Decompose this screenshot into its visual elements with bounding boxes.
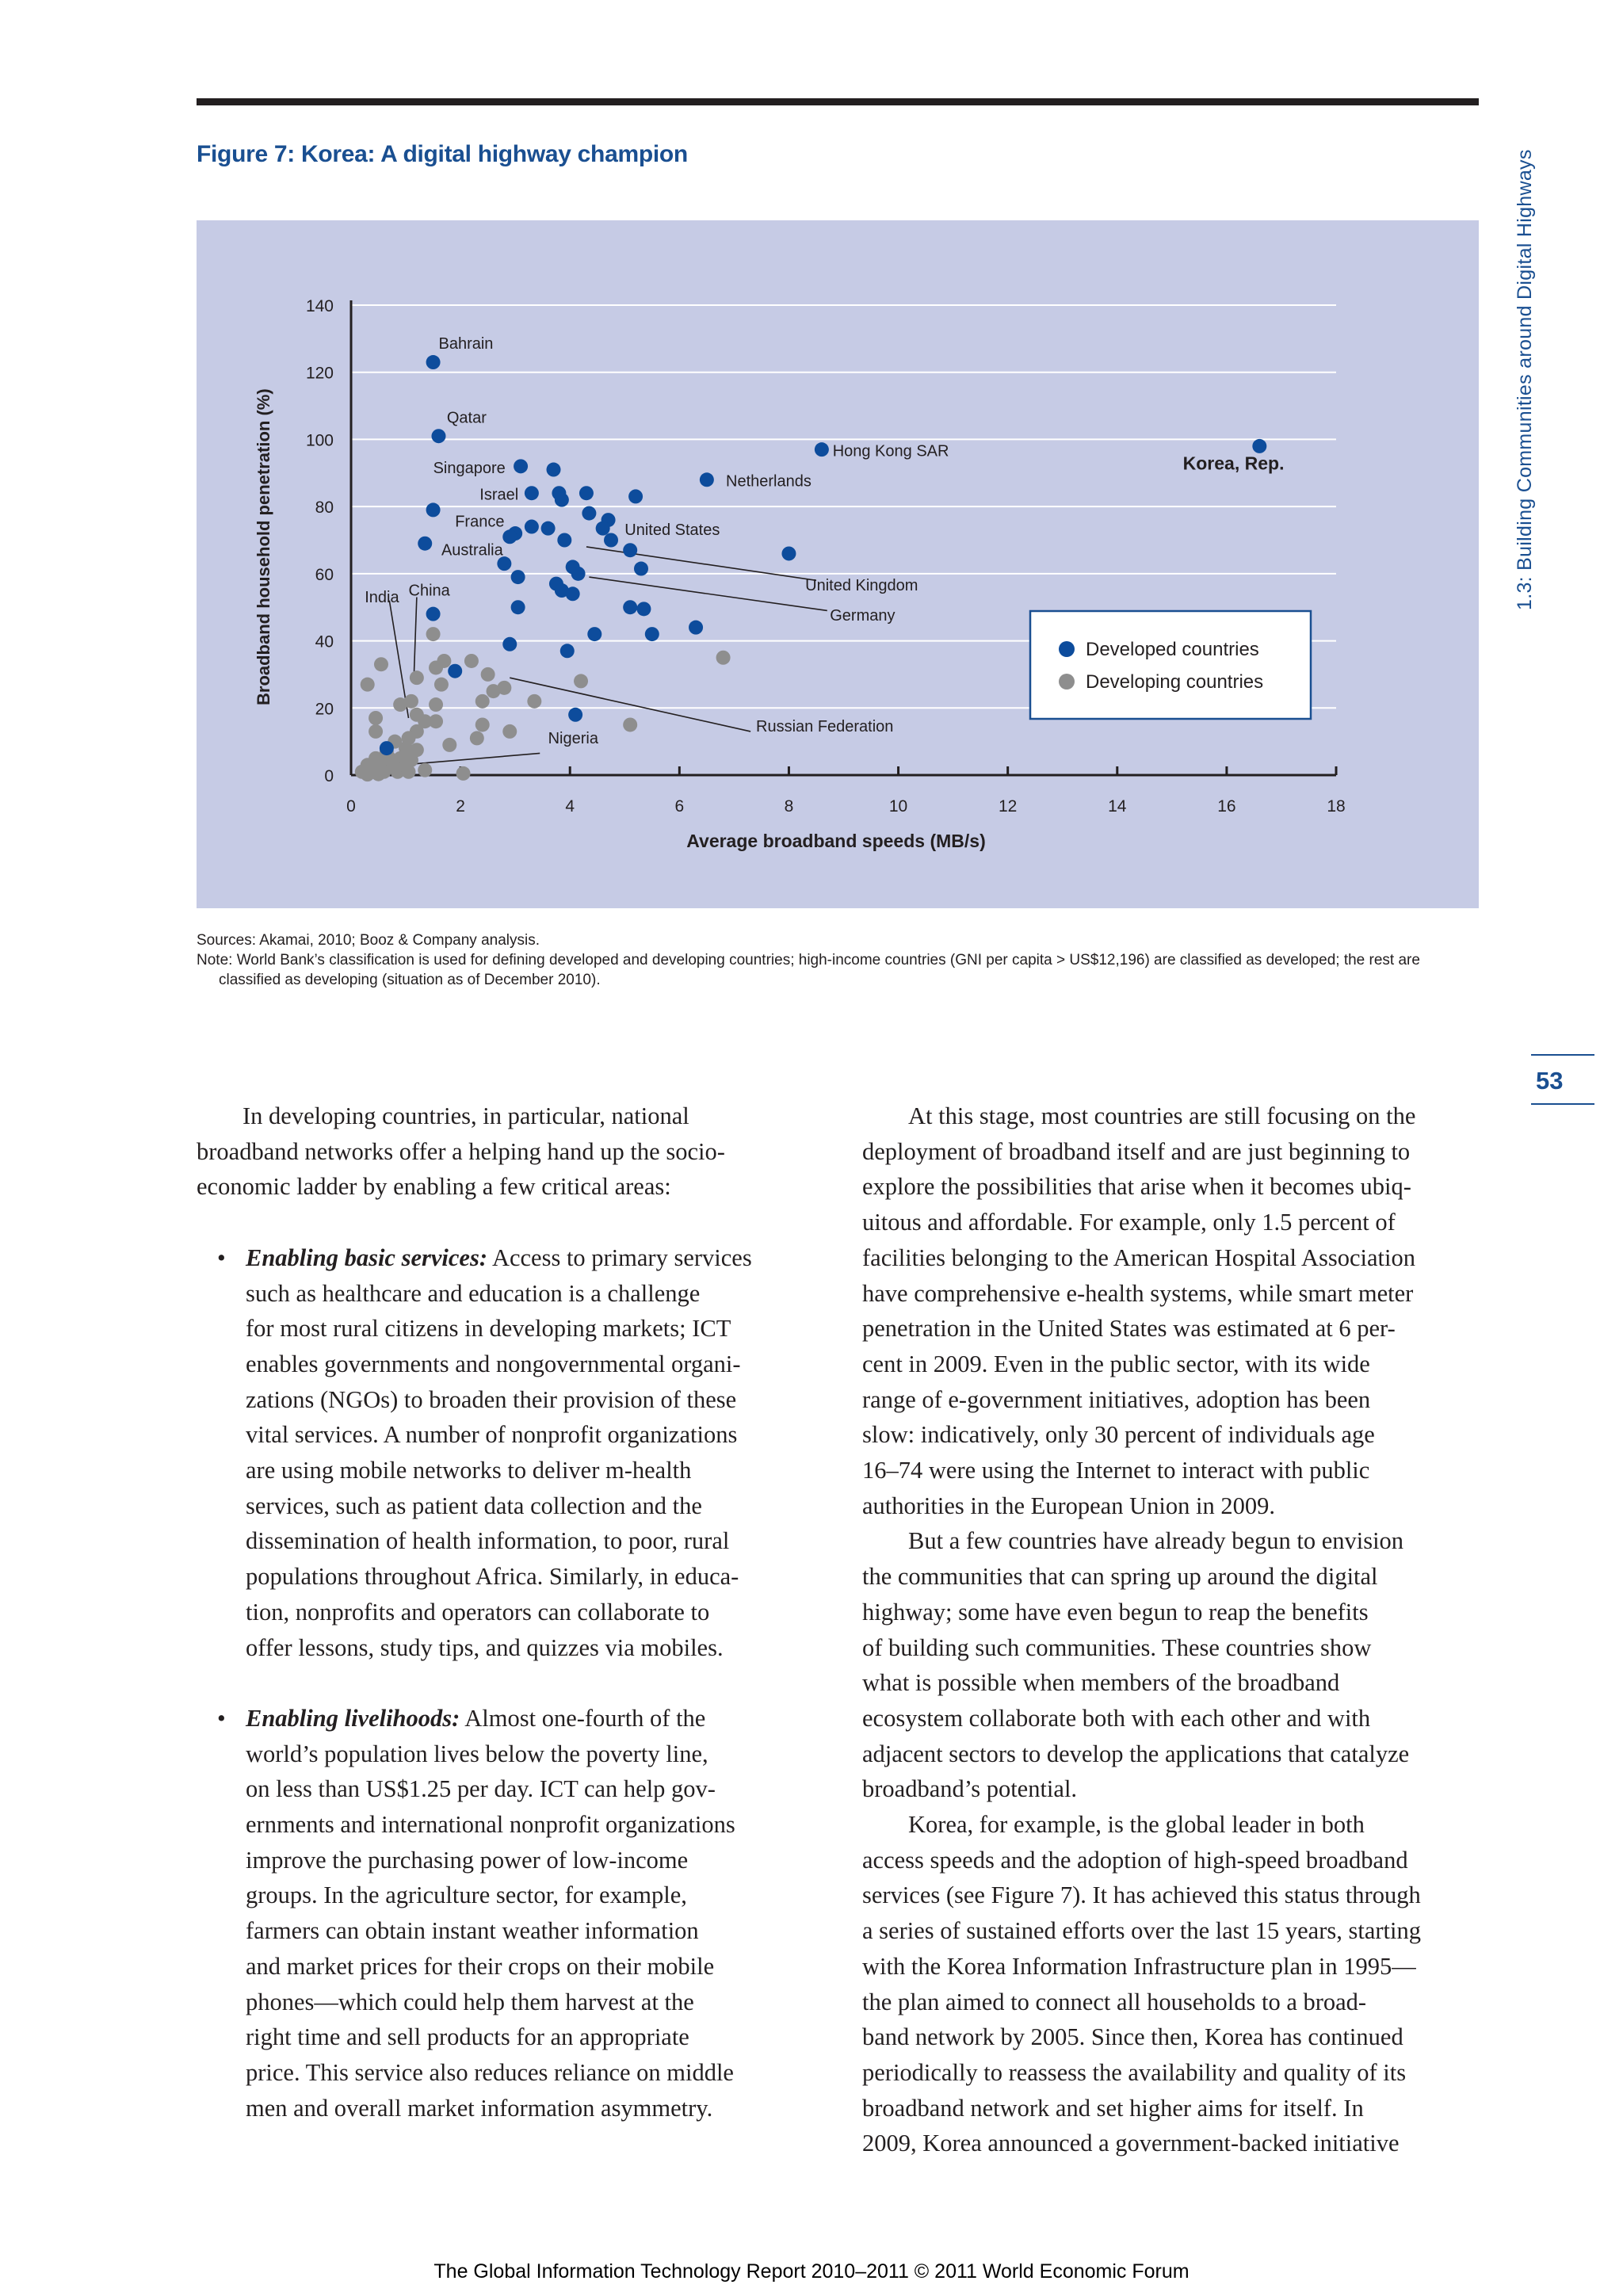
developed-country-point bbox=[557, 533, 571, 548]
developed-country-point bbox=[525, 486, 539, 500]
developed-country-point bbox=[560, 644, 575, 658]
paragraph-korea bbox=[862, 1807, 1480, 2161]
developing-country-point bbox=[497, 681, 511, 695]
developing-country-point bbox=[502, 724, 517, 739]
x-tick-label: 10 bbox=[888, 797, 908, 816]
developed-country-point bbox=[1252, 439, 1266, 453]
text-line: ecosystem collaborate both with each other and with bbox=[862, 1704, 1371, 1732]
y-tick-label: 140 bbox=[305, 297, 334, 315]
developed-country-point bbox=[514, 459, 528, 473]
page-number-rule-bottom bbox=[1531, 1103, 1594, 1105]
developed-country-point bbox=[582, 506, 596, 521]
right-text-column bbox=[862, 1098, 1480, 2161]
paragraph-adoption bbox=[862, 1098, 1480, 1523]
developing-country-point bbox=[361, 678, 375, 692]
page-number-rule-top bbox=[1531, 1054, 1594, 1056]
text-line: with the Korea Information Infrastructure plan in 1995— bbox=[862, 1952, 1416, 1980]
bullet-lead: Enabling basic services: bbox=[246, 1244, 487, 1271]
legend-developed-marker bbox=[1059, 641, 1075, 657]
developed-country-point bbox=[380, 741, 394, 755]
y-tick-label: 100 bbox=[305, 431, 334, 450]
text-line: But a few countries have already begun to envision bbox=[908, 1527, 1404, 1555]
text-line: farmers can obtain instant weather information bbox=[246, 1917, 699, 1945]
text-line: facilities belonging to the American Hospital Association bbox=[862, 1244, 1415, 1271]
section-running-title: 1.3: Building Communities around Digital Highways bbox=[1514, 149, 1536, 610]
bullet-enabling-basic-services bbox=[197, 1240, 807, 1665]
country-label: China bbox=[408, 582, 450, 600]
x-tick-label: 16 bbox=[1217, 797, 1236, 816]
x-tick-label: 2 bbox=[456, 797, 465, 816]
text-line: economic ladder by enabling a few critical areas: bbox=[197, 1173, 671, 1201]
y-tick-label: 120 bbox=[305, 364, 334, 383]
developed-country-point bbox=[525, 520, 539, 534]
text-line: ernments and international nonprofit organizations bbox=[246, 1811, 735, 1839]
text-line: a series of sustained efforts over the last 15 years, starting bbox=[862, 1917, 1421, 1945]
text-line: At this stage, most countries are still focusing on the bbox=[908, 1102, 1416, 1129]
page-footer: The Global Information Technology Report 2010–2011 © 2011 World Economic Forum bbox=[433, 2260, 1190, 2283]
scatter-chart bbox=[197, 220, 1479, 908]
text-line: populations throughout Africa. Similarly, in educa- bbox=[246, 1563, 739, 1591]
legend-developing-marker bbox=[1059, 674, 1075, 690]
developed-country-point bbox=[628, 489, 643, 503]
text-line: explore the possibilities that arise when it becomes ubiq- bbox=[862, 1173, 1411, 1201]
developing-country-point bbox=[369, 711, 383, 725]
text-line: such as healthcare and education is a challenge bbox=[246, 1279, 701, 1307]
top-rule bbox=[197, 98, 1479, 105]
legend-box bbox=[1030, 611, 1311, 719]
developing-country-point bbox=[470, 731, 484, 745]
page-number: 53 bbox=[1536, 1067, 1564, 1095]
chart-legend bbox=[1030, 611, 1311, 719]
x-tick-label: 4 bbox=[565, 797, 575, 816]
developed-country-point bbox=[571, 567, 586, 581]
developing-country-point bbox=[418, 763, 432, 777]
text-line: and market prices for their crops on their mobile bbox=[246, 1952, 715, 1980]
developing-country-point bbox=[434, 678, 449, 692]
legend-developed-label: Developed countries bbox=[1086, 639, 1259, 660]
text-line: on less than US$1.25 per day. ICT can help gov- bbox=[246, 1775, 716, 1803]
developed-country-point bbox=[623, 543, 637, 557]
text-line: vital services. A number of nonprofit organizations bbox=[246, 1421, 738, 1449]
developing-country-point bbox=[481, 667, 495, 682]
developing-country-point bbox=[623, 717, 637, 732]
developing-country-point bbox=[429, 714, 443, 728]
developed-country-point bbox=[566, 586, 580, 601]
text-line: are using mobile networks to deliver m-health bbox=[246, 1457, 692, 1484]
country-label: United Kingdom bbox=[805, 577, 918, 595]
country-label: India bbox=[365, 588, 399, 606]
developed-country-point bbox=[689, 621, 703, 635]
developed-country-point bbox=[568, 708, 582, 722]
developed-country-point bbox=[579, 486, 594, 500]
developed-country-point bbox=[604, 533, 618, 548]
developed-country-point bbox=[502, 529, 517, 544]
text-line: broadband networks offer a helping hand up the socio- bbox=[197, 1137, 725, 1165]
text-line: zations (NGOs) to broaden their provision of these bbox=[246, 1385, 737, 1413]
country-label: Hong Kong SAR bbox=[832, 442, 949, 460]
developing-country-point bbox=[442, 738, 456, 752]
text-line: deployment of broadband itself and are just beginning to bbox=[862, 1137, 1411, 1165]
text-line: right time and sell products for an appropriate bbox=[246, 2023, 689, 2051]
text-line: services, such as patient data collection and the bbox=[246, 1492, 702, 1519]
figure-sources bbox=[197, 930, 1480, 990]
y-tick-label: 40 bbox=[315, 632, 334, 651]
y-tick-label: 80 bbox=[315, 499, 334, 518]
note-line: Note: World Bank’s classification is used for defining developed and developing countries; high-income countries (GNI per capita > US$12,196) are classified as developed; the rest are classified as developing (situation as of December 2010). bbox=[197, 952, 1420, 988]
y-tick-label: 20 bbox=[315, 700, 334, 719]
bullet-line: Enabling livelihoods: Almost one-fourth of the bbox=[246, 1704, 706, 1732]
text-line: cent in 2009. Even in the public sector, with its wide bbox=[862, 1350, 1370, 1377]
bullet-line: Enabling basic services: Access to primary services bbox=[246, 1244, 752, 1271]
text-line: access speeds and the adoption of high-speed broadband bbox=[862, 1846, 1408, 1874]
text-line: men and overall market information asymmetry. bbox=[246, 2094, 713, 2122]
country-label: Netherlands bbox=[726, 472, 812, 491]
text-line: band network by 2005. Since then, Korea has continued bbox=[862, 2023, 1403, 2051]
text-line: offer lessons, study tips, and quizzes via mobiles. bbox=[246, 1633, 724, 1661]
developed-country-point bbox=[541, 521, 556, 536]
text-line: the plan aimed to connect all households to a broad- bbox=[862, 1988, 1367, 2015]
x-tick-label: 18 bbox=[1327, 797, 1346, 816]
country-label: Russian Federation bbox=[756, 717, 894, 735]
text-line: range of e-government initiatives, adoption has been bbox=[862, 1385, 1371, 1413]
developed-country-point bbox=[431, 429, 445, 443]
country-label: Qatar bbox=[446, 409, 487, 427]
developed-country-point bbox=[511, 570, 525, 584]
text-line: adjacent sectors to develop the applications that catalyze bbox=[862, 1740, 1410, 1767]
developed-country-point bbox=[623, 600, 637, 614]
text-line: phones—which could help them harvest at the bbox=[246, 1988, 694, 2015]
text-line: tion, nonprofits and operators can collaborate to bbox=[246, 1598, 710, 1626]
x-tick-label: 6 bbox=[674, 797, 685, 816]
text-line: groups. In the agriculture sector, for example, bbox=[246, 1881, 687, 1909]
developing-country-point bbox=[426, 627, 441, 641]
text-line: broadband network and set higher aims for itself. In bbox=[862, 2094, 1364, 2122]
developing-country-point bbox=[410, 670, 424, 685]
country-label: Australia bbox=[441, 541, 503, 560]
developing-country-point bbox=[475, 717, 490, 732]
bullet-dot: • bbox=[217, 1704, 226, 1732]
text-line: the communities that can spring up around the digital bbox=[862, 1563, 1378, 1591]
developing-country-point bbox=[456, 766, 471, 781]
y-axis-title: Broadband household penetration (%) bbox=[254, 388, 273, 705]
sources-line: Sources: Akamai, 2010; Booz & Company analysis. bbox=[197, 932, 540, 949]
developing-country-point bbox=[429, 660, 443, 674]
country-label: Israel bbox=[479, 486, 519, 504]
text-line: of building such communities. These countries show bbox=[862, 1633, 1372, 1661]
developed-country-point bbox=[636, 602, 651, 616]
text-line: slow: indicatively, only 30 percent of individuals age bbox=[862, 1421, 1375, 1449]
developing-country-point bbox=[429, 697, 443, 712]
developed-country-point bbox=[547, 463, 561, 477]
developing-country-point bbox=[574, 674, 588, 688]
developed-country-point bbox=[700, 472, 714, 487]
intro-paragraph bbox=[197, 1098, 807, 1205]
x-tick-label: 12 bbox=[998, 797, 1018, 816]
text-line: for most rural citizens in developing markets; ICT bbox=[246, 1315, 731, 1343]
bullet-enabling-livelihoods bbox=[197, 1701, 807, 2126]
country-label: Germany bbox=[830, 607, 896, 625]
bullet-dot: • bbox=[217, 1244, 226, 1271]
chart-background bbox=[197, 220, 1479, 908]
developed-country-point bbox=[555, 493, 569, 507]
text-line: authorities in the European Union in 2009. bbox=[862, 1492, 1275, 1519]
developed-country-point bbox=[645, 627, 659, 641]
developed-country-point bbox=[418, 537, 432, 551]
developing-country-point bbox=[475, 694, 490, 709]
developed-country-point bbox=[426, 607, 441, 621]
developed-country-point bbox=[815, 442, 829, 457]
x-tick-label: 8 bbox=[784, 797, 794, 816]
developed-country-point bbox=[511, 600, 525, 614]
country-label: United States bbox=[624, 521, 720, 540]
developing-country-point bbox=[372, 767, 386, 781]
figure-title: Figure 7: Korea: A digital highway champion bbox=[197, 141, 688, 167]
y-tick-label: 60 bbox=[315, 565, 334, 584]
developed-country-point bbox=[781, 546, 796, 560]
country-label: Korea, Rep. bbox=[1182, 453, 1285, 474]
x-axis-title: Average broadband speeds (MB/s) bbox=[686, 831, 986, 851]
developed-country-point bbox=[426, 502, 441, 517]
text-line: In developing countries, in particular, national bbox=[242, 1102, 689, 1129]
country-label: Bahrain bbox=[438, 335, 494, 353]
developed-country-point bbox=[587, 627, 601, 641]
figure-7-chart bbox=[197, 220, 1479, 908]
developing-country-point bbox=[464, 654, 479, 668]
x-tick-label: 14 bbox=[1108, 797, 1127, 816]
country-label: Singapore bbox=[433, 459, 506, 477]
text-line: penetration in the United States was estimated at 6 per- bbox=[862, 1315, 1396, 1343]
y-tick-label: 0 bbox=[324, 767, 334, 785]
text-line: price. This service also reduces reliance on middle bbox=[246, 2058, 734, 2086]
text-line: periodically to reassess the availability and quality of its bbox=[862, 2058, 1407, 2086]
text-line: 2009, Korea announced a government-backed initiative bbox=[862, 2130, 1400, 2157]
text-line: highway; some have even begun to reap the benefits bbox=[862, 1598, 1369, 1626]
country-label: Nigeria bbox=[548, 729, 598, 747]
text-line: services (see Figure 7). It has achieved this status through bbox=[862, 1881, 1421, 1909]
text-line: world’s population lives below the poverty line, bbox=[246, 1740, 708, 1767]
text-line: broadband’s potential. bbox=[862, 1775, 1078, 1803]
x-tick-label: 0 bbox=[346, 797, 356, 816]
developed-country-point bbox=[448, 664, 462, 678]
text-line: uitous and affordable. For example, only 1.5 percent of bbox=[862, 1209, 1396, 1236]
text-line: 16–74 were using the Internet to interact with public bbox=[862, 1457, 1370, 1484]
text-line: dissemination of health information, to poor, rural bbox=[246, 1527, 730, 1555]
developing-country-point bbox=[527, 694, 541, 709]
left-text-column bbox=[197, 1098, 807, 2126]
text-line: improve the purchasing power of low-income bbox=[246, 1846, 689, 1874]
bullet-lead: Enabling livelihoods: bbox=[246, 1704, 460, 1732]
developing-country-point bbox=[402, 765, 416, 779]
text-line: have comprehensive e-health systems, while smart meter bbox=[862, 1279, 1414, 1307]
text-line: enables governments and nongovernmental organi- bbox=[246, 1350, 741, 1377]
developing-country-point bbox=[404, 694, 418, 709]
country-label: France bbox=[455, 513, 505, 531]
legend-developing-label: Developing countries bbox=[1086, 671, 1264, 693]
developed-country-point bbox=[596, 521, 610, 536]
developed-country-point bbox=[502, 637, 517, 651]
developing-country-point bbox=[716, 651, 731, 665]
developing-country-point bbox=[374, 657, 388, 671]
developed-country-point bbox=[634, 562, 648, 576]
paragraph-communities bbox=[862, 1523, 1480, 1807]
developing-country-point bbox=[369, 724, 383, 739]
text-line: Korea, for example, is the global leader in both bbox=[908, 1811, 1365, 1839]
developed-country-point bbox=[426, 355, 441, 369]
text-line: what is possible when members of the broadband bbox=[862, 1669, 1340, 1697]
